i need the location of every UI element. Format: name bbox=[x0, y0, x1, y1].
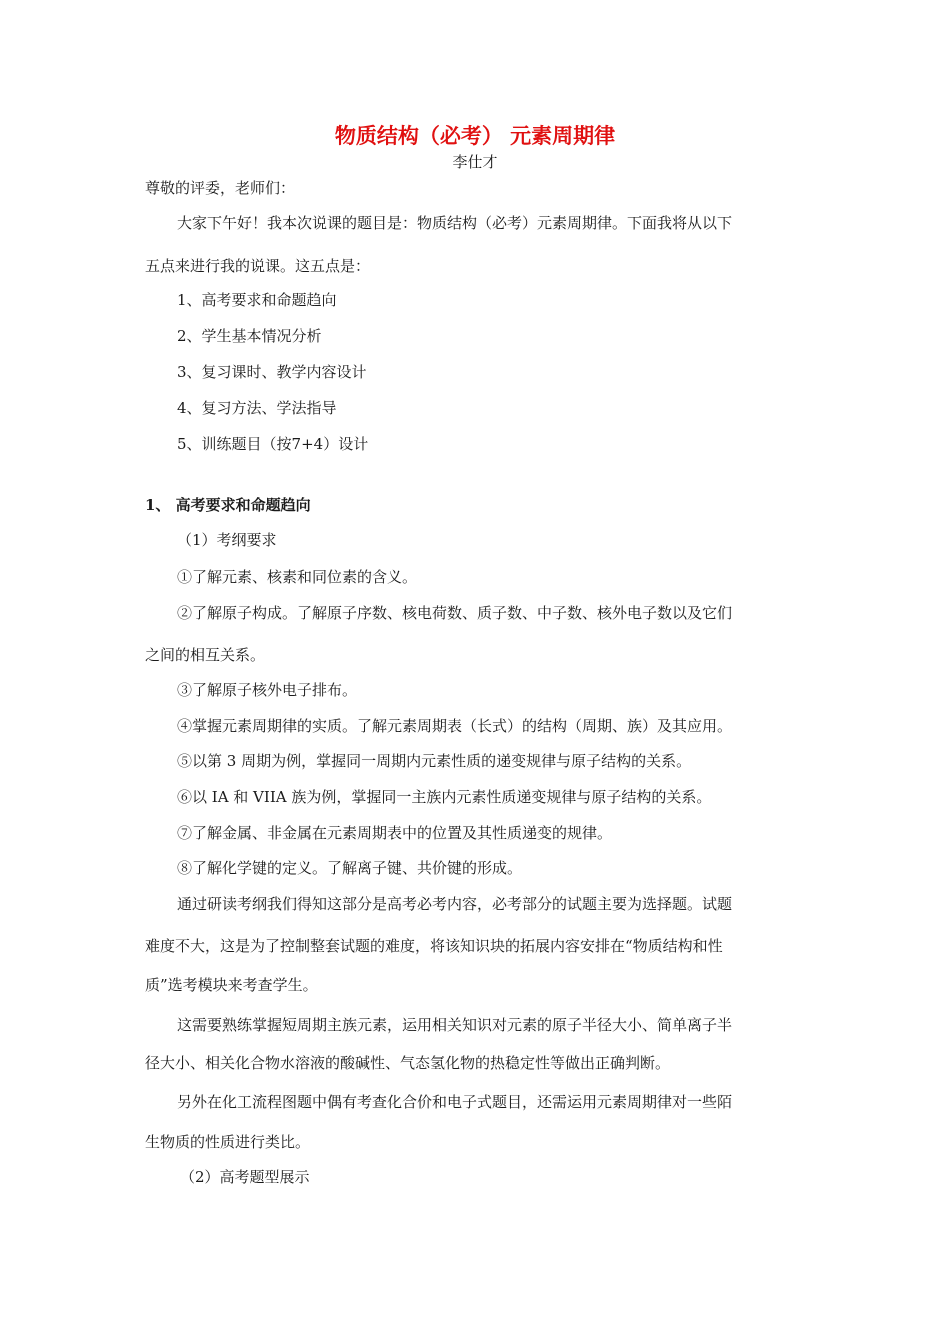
requirement-item: ⑤以第 3 周期为例，掌握同一周期内元素性质的递变规律与原子结构的关系。 bbox=[177, 752, 692, 770]
paragraph-line: 生物质的性质进行类比。 bbox=[145, 1133, 311, 1151]
subsection-heading: （1）考纲要求 bbox=[177, 531, 277, 549]
paragraph-line: 通过研读考纲我们得知这部分是高考必考内容，必考部分的试题主要为选择题。试题 bbox=[177, 895, 733, 913]
paragraph-line: 另外在化工流程图题中偶有考查化合价和电子式题目，还需运用元素周期律对一些陌 bbox=[177, 1093, 733, 1111]
outline-item: 5、训练题目（按7+4）设计 bbox=[177, 435, 369, 453]
requirement-item: ⑦了解金属、非金属在元素周期表中的位置及其性质递变的规律。 bbox=[177, 824, 613, 842]
paragraph-line: 径大小、相关化合物水溶液的酸碱性、气态氢化物的热稳定性等做出正确判断。 bbox=[145, 1054, 671, 1072]
intro-line: 五点来进行我的说课。这五点是： bbox=[145, 257, 371, 275]
paragraph-line: 难度不大，这是为了控制整套试题的难度，将该知识块的拓展内容安排在“物质结构和性 bbox=[145, 937, 723, 955]
document-author: 李仕才 bbox=[452, 153, 498, 171]
requirement-item: ⑥以 IA 和 VIIA 族为例，掌握同一主族内元素性质递变规律与原子结构的关系。 bbox=[177, 788, 712, 806]
intro-line: 大家下午好！我本次说课的题目是：物质结构（必考）元素周期律。下面我将从以下 bbox=[177, 214, 733, 232]
requirement-item: ②了解原子构成。了解原子序数、核电荷数、质子数、中子数、核外电子数以及它们 bbox=[177, 604, 733, 622]
paragraph-line: 这需要熟练掌握短周期主族元素，运用相关知识对元素的原子半径大小、简单离子半 bbox=[177, 1016, 733, 1034]
requirement-item: ⑧了解化学键的定义。了解离子键、共价键的形成。 bbox=[177, 859, 523, 877]
requirement-item: ④掌握元素周期律的实质。了解元素周期表（长式）的结构（周期、族）及其应用。 bbox=[177, 717, 733, 735]
outline-item: 4、复习方法、学法指导 bbox=[177, 399, 337, 417]
document-title: 物质结构（必考） 元素周期律 bbox=[334, 123, 616, 148]
outline-item: 2、学生基本情况分析 bbox=[177, 327, 322, 345]
section-heading: 1、 高考要求和命题趋向 bbox=[145, 496, 311, 514]
paragraph-line: 质”选考模块来考查学生。 bbox=[145, 976, 318, 994]
requirement-item: ①了解元素、核素和同位素的含义。 bbox=[177, 568, 418, 586]
requirement-item: ③了解原子核外电子排布。 bbox=[177, 681, 358, 699]
outline-item: 1、高考要求和命题趋向 bbox=[177, 291, 337, 309]
requirement-item: 之间的相互关系。 bbox=[145, 646, 266, 664]
outline-item: 3、复习课时、教学内容设计 bbox=[177, 363, 367, 381]
greeting: 尊敬的评委，老师们： bbox=[145, 179, 296, 197]
subsection-heading: （2）高考题型展示 bbox=[180, 1168, 310, 1186]
